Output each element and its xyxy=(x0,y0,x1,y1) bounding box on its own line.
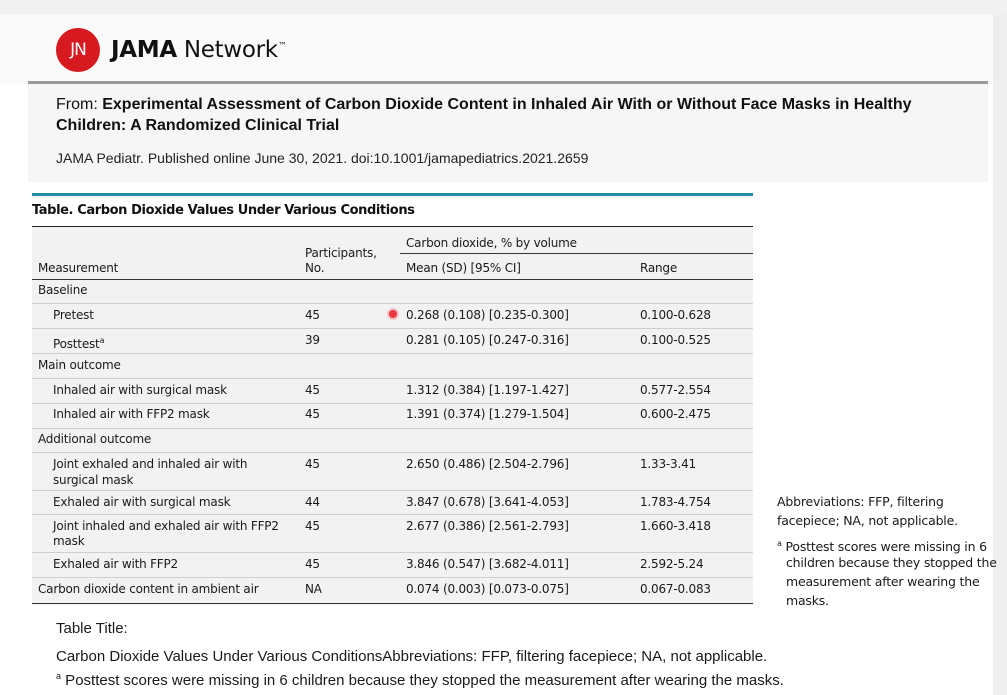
abbreviations-line1: Abbreviations: FFP, filtering xyxy=(777,494,944,509)
row-ambient-n: NA xyxy=(305,582,322,596)
row-exh-ffp2-label: Exhaled air with FFP2 xyxy=(53,557,178,571)
row-divider xyxy=(32,303,753,304)
row-ambient-label: Carbon dioxide content in ambient air xyxy=(38,582,259,596)
row-exh-surg-label: Exhaled air with surgical mask xyxy=(53,495,231,509)
row-joint-ffp2-label1: Joint inhaled and exhaled air with FFP2 xyxy=(53,519,279,533)
row-joint-surg-label1: Joint exhaled and inhaled air with xyxy=(53,457,248,471)
article-title: From: Experimental Assessment of Carbon Dioxide Content in Inhaled Air With or Without Face Masks in Healthy Children: A Randomized Clinical Trial xyxy=(56,96,912,134)
section-baseline: Baseline xyxy=(38,283,88,297)
row-ambient-range: 0.067-0.083 xyxy=(640,582,711,596)
group-rule xyxy=(400,253,753,254)
journal-citation: JAMA Pediatr. Published online June 30, 2021. doi:10.1001/jamapediatrics.2021.2659 xyxy=(56,150,589,166)
row-ffp2-in-label: Inhaled air with FFP2 mask xyxy=(53,407,210,421)
row-divider xyxy=(32,452,753,453)
row-divider xyxy=(32,403,753,404)
row-posttest-label: Posttest$^a$ xyxy=(53,336,105,351)
footnote-a-line4: masks. xyxy=(786,593,829,608)
footnote-a-line2: children because they stopped the xyxy=(786,555,997,570)
row-joint-surg-n: 45 xyxy=(305,457,320,471)
table-top-rule xyxy=(32,193,753,196)
col-group-co2: Carbon dioxide, % by volume xyxy=(406,236,577,250)
row-pretest-label: Pretest xyxy=(53,308,94,322)
row-exh-ffp2-n: 45 xyxy=(305,557,320,571)
row-ambient-mean: 0.074 (0.003) [0.073-0.075] xyxy=(406,582,569,596)
header-rule xyxy=(32,279,753,280)
row-divider xyxy=(32,514,753,515)
row-divider xyxy=(32,428,753,429)
table-title-label: Table Title: xyxy=(56,620,128,637)
row-posttest-n: 39 xyxy=(305,333,320,347)
footnote-a-line3: measurement after wearing the xyxy=(786,574,980,589)
row-divider xyxy=(32,577,753,578)
row-joint-surg-label2: surgical mask xyxy=(53,473,134,487)
col-participants: Participants, xyxy=(305,246,377,260)
row-divider xyxy=(32,552,753,553)
row-pretest-mean: 0.268 (0.108) [0.235-0.300] xyxy=(406,308,569,322)
row-ffp2-in-mean: 1.391 (0.374) [1.279-1.504] xyxy=(406,407,569,421)
row-surg-in-n: 45 xyxy=(305,383,320,397)
col-participants-no: No. xyxy=(305,261,325,275)
row-surg-in-mean: 1.312 (0.384) [1.197-1.427] xyxy=(406,383,569,397)
row-pretest-n: 45 xyxy=(305,308,320,322)
row-ffp2-in-n: 45 xyxy=(305,407,320,421)
row-divider xyxy=(32,353,753,354)
row-divider xyxy=(32,490,753,491)
row-joint-ffp2-label2: mask xyxy=(53,534,85,548)
table-bottom-rule xyxy=(32,603,753,604)
row-exh-surg-range: 1.783-4.754 xyxy=(640,495,711,509)
row-posttest-range: 0.100-0.525 xyxy=(640,333,711,347)
row-joint-ffp2-mean: 2.677 (0.386) [2.561-2.793] xyxy=(406,519,569,533)
row-exh-surg-mean: 3.847 (0.678) [3.641-4.053] xyxy=(406,495,569,509)
col-mean: Mean (SD) [95% CI] xyxy=(406,261,521,275)
table-title-text: Carbon Dioxide Values Under Various ConditionsAbbreviations: FFP, filtering facepiece; NA, not applicable. xyxy=(56,648,768,665)
scrollbar[interactable] xyxy=(993,14,1007,695)
footnote-a-line1: $^a$ Posttest scores were missing in 6 xyxy=(777,539,987,555)
row-joint-ffp2-n: 45 xyxy=(305,519,320,533)
row-pretest-range: 0.100-0.628 xyxy=(640,308,711,322)
row-exh-ffp2-range: 2.592-5.24 xyxy=(640,557,704,571)
section-main-outcome: Main outcome xyxy=(38,358,121,372)
row-joint-surg-mean: 2.650 (0.486) [2.504-2.796] xyxy=(406,457,569,471)
row-divider xyxy=(32,328,753,329)
row-posttest-mean: 0.281 (0.105) [0.247-0.316] xyxy=(406,333,569,347)
row-exh-surg-n: 44 xyxy=(305,495,320,509)
table-title: Table. Carbon Dioxide Values Under Various Conditions xyxy=(32,203,415,218)
row-ffp2-in-range: 0.600-2.475 xyxy=(640,407,711,421)
row-joint-ffp2-range: 1.660-3.418 xyxy=(640,519,711,533)
top-bar xyxy=(0,0,1007,14)
row-surg-in-range: 0.577-2.554 xyxy=(640,383,711,397)
row-surg-in-label: Inhaled air with surgical mask xyxy=(53,383,227,397)
col-range: Range xyxy=(640,261,678,275)
row-exh-ffp2-mean: 3.846 (0.547) [3.682-4.011] xyxy=(406,557,569,571)
section-additional-outcome: Additional outcome xyxy=(38,432,152,446)
brand-name: JAMA Network™ xyxy=(111,37,287,63)
table-footnote-text: $^a$ Posttest scores were missing in 6 children because they stopped the measurement after wearing the masks. xyxy=(56,671,784,689)
abbreviations-line2: facepiece; NA, not applicable. xyxy=(777,513,958,528)
col-measurement: Measurement xyxy=(38,261,119,275)
cursor-dot xyxy=(389,310,397,318)
jn-badge: JN xyxy=(56,28,100,72)
row-joint-surg-range: 1.33-3.41 xyxy=(640,457,696,471)
jama-network-logo[interactable] xyxy=(56,28,287,72)
row-divider xyxy=(32,378,753,379)
